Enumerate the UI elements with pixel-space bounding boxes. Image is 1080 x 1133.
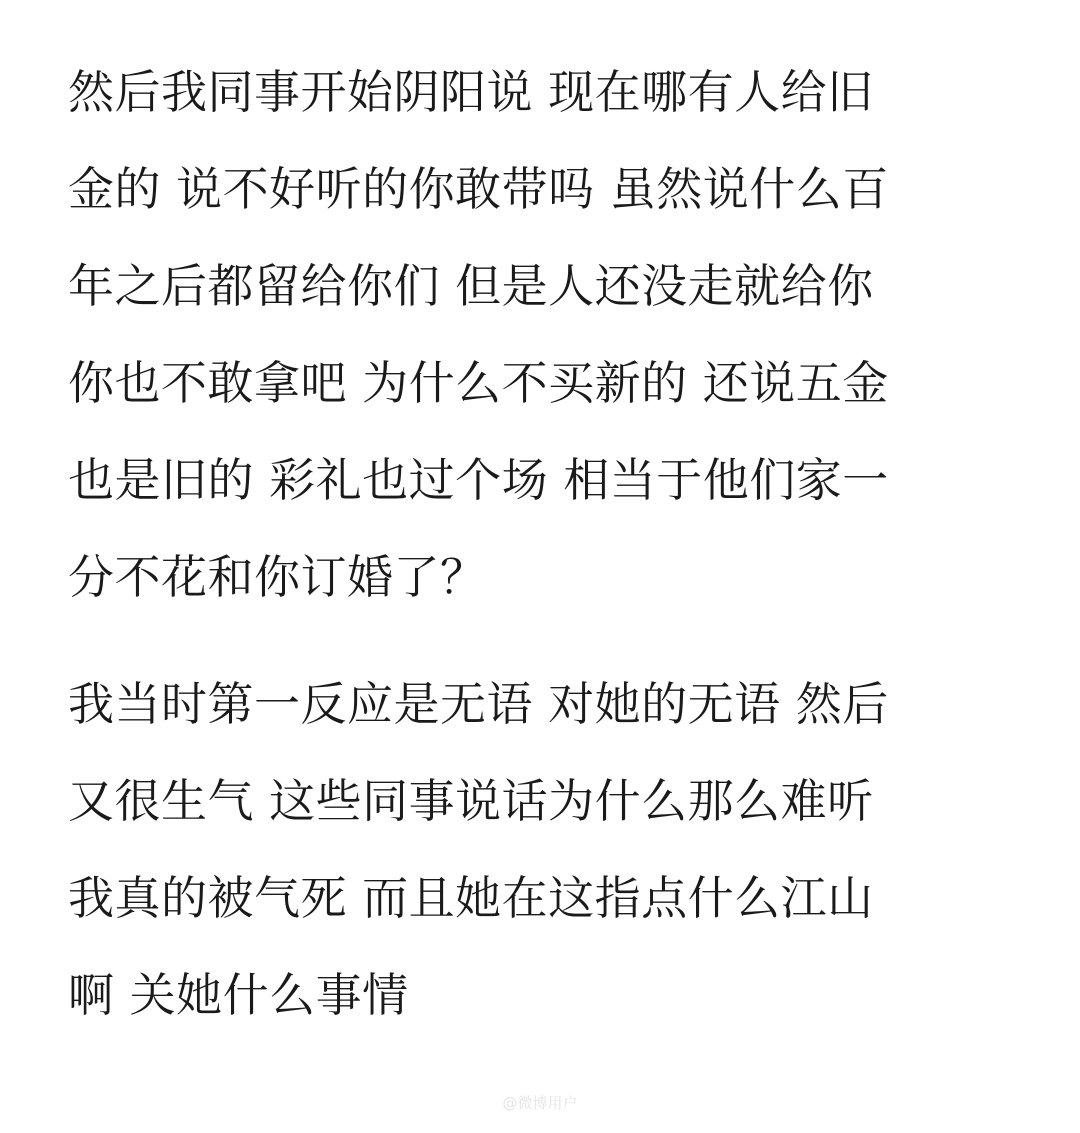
text-line: 分不花和你订婚了？ <box>68 550 487 604</box>
text-line: 我当时第一反应是无语 对她的无语 然后 <box>68 677 889 731</box>
paragraph-1 <box>68 44 1028 626</box>
paragraph-2 <box>68 656 1028 1044</box>
text-line: 你也不敢拿吧 为什么不买新的 还说五金 <box>68 356 889 410</box>
watermark: @微博用户 <box>502 1094 578 1112</box>
post-body <box>68 44 1028 1044</box>
text-line: 啊 关她什么事情 <box>68 968 409 1022</box>
text-line: 年之后都留给你们 但是人还没走就给你 <box>68 259 874 313</box>
text-line: 我真的被气死 而且她在这指点什么江山 <box>68 871 874 925</box>
text-line: 也是旧的 彩礼也过个场 相当于他们家一 <box>68 453 889 507</box>
paragraph-spacer <box>68 626 1028 656</box>
text-line: 又很生气 这些同事说话为什么那么难听 <box>68 774 874 828</box>
text-line: 然后我同事开始阴阳说 现在哪有人给旧 <box>68 65 874 119</box>
text-line: 金的 说不好听的你敢带吗 虽然说什么百 <box>68 162 889 216</box>
